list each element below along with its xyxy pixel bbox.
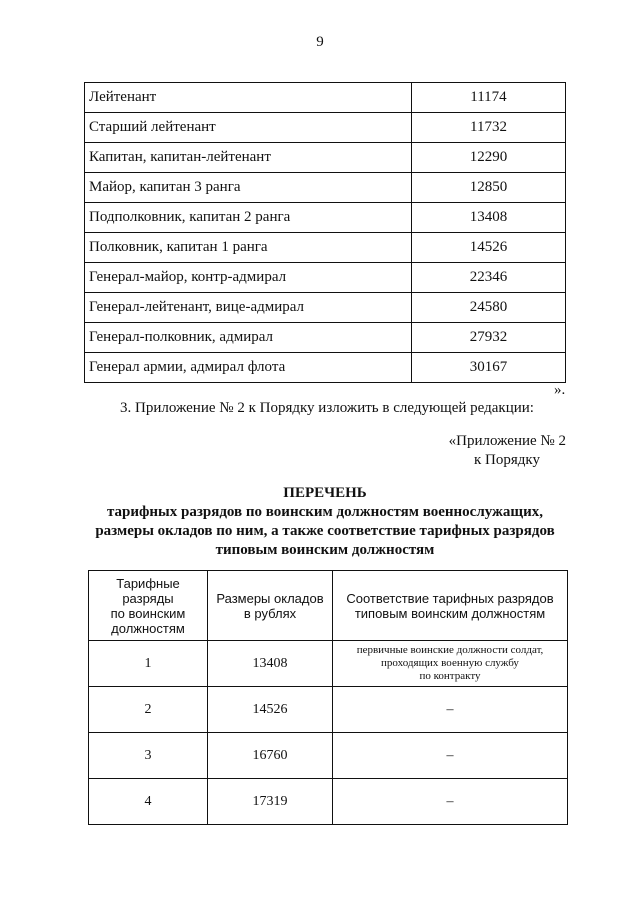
table-row [85,113,566,143]
rank-name-cell: Лейтенант [85,83,412,113]
correspondence-cell: – [333,733,568,779]
correspondence-line: первичные воинские должности солдат, [356,644,544,656]
correspondence-line: проходящих военную службу [381,657,519,669]
rank-name-cell: Майор, капитан 3 ранга [85,173,412,203]
page-number: 9 [316,34,324,50]
rank-value-cell: 22346 [412,263,566,293]
table-row [85,233,566,263]
correspondence-cell [333,641,568,687]
correspondence-cell: – [333,687,568,733]
header-salary [208,571,333,641]
header-line: по воинским [110,605,186,621]
header-correspondence [333,571,568,641]
rank-name-cell: Генерал-лейтенант, вице-адмирал [85,293,412,323]
table-row [85,263,566,293]
rank-name-cell: Старший лейтенант [85,113,412,143]
rank-value-cell: 13408 [412,203,566,233]
table-row [85,203,566,233]
rank-value-cell: 11732 [412,113,566,143]
rank-value-cell: 12290 [412,143,566,173]
correspondence-line: по контракту [419,670,481,682]
salary-cell: 14526 [208,687,333,733]
header-line: Размеры окладов [216,590,324,606]
header-line: должностям [111,620,185,636]
table-row [89,687,568,733]
correspondence-cell: – [333,779,568,825]
title-line: типовым воинским должностям [215,542,435,558]
grade-cell: 4 [89,779,208,825]
grade-cell: 2 [89,687,208,733]
rank-value-cell: 27932 [412,323,566,353]
header-line: в рублях [243,605,297,621]
closing-quote: ». [554,382,566,398]
table-row [89,641,568,687]
table-row [85,173,566,203]
table-row [85,323,566,353]
header-tariff-grade [89,571,208,641]
tariff-grades-table [88,570,568,825]
table-row [85,293,566,323]
table-row [85,353,566,383]
salary-cell: 16760 [208,733,333,779]
rank-salary-table [84,82,566,383]
rank-value-cell: 12850 [412,173,566,203]
salary-cell: 17319 [208,779,333,825]
rank-value-cell: 30167 [412,353,566,383]
title-heading: ПЕРЕЧЕНЬ [283,485,367,501]
appendix-label-line: к Порядку [474,452,540,468]
rank-value-cell: 11174 [412,83,566,113]
appendix-label [420,432,566,470]
header-line: типовым воинским должностям [354,605,546,621]
amendment-paragraph: 3. Приложение № 2 к Порядку изложить в следующей редакции: [120,400,534,416]
rank-name-cell: Генерал-майор, контр-адмирал [85,263,412,293]
table-row [89,733,568,779]
header-line: Соответствие тарифных разрядов [346,590,554,606]
table-header-row [89,571,568,641]
rank-name-cell: Полковник, капитан 1 ранга [85,233,412,263]
document-title [84,484,566,560]
table-row [85,143,566,173]
rank-value-cell: 14526 [412,233,566,263]
rank-value-cell: 24580 [412,293,566,323]
grade-cell: 1 [89,641,208,687]
header-line: Тарифные [116,575,180,591]
header-line: разряды [122,590,174,606]
rank-name-cell: Генерал-полковник, адмирал [85,323,412,353]
grade-cell: 3 [89,733,208,779]
rank-name-cell: Генерал армии, адмирал флота [85,353,412,383]
salary-cell: 13408 [208,641,333,687]
title-line: размеры окладов по ним, а также соответствие тарифных разрядов [95,523,555,539]
rank-name-cell: Капитан, капитан-лейтенант [85,143,412,173]
title-line: тарифных разрядов по воинским должностям военнослужащих, [107,504,543,520]
rank-name-cell: Подполковник, капитан 2 ранга [85,203,412,233]
table-row [85,83,566,113]
table-row [89,779,568,825]
appendix-label-line: «Приложение № 2 [448,433,566,449]
